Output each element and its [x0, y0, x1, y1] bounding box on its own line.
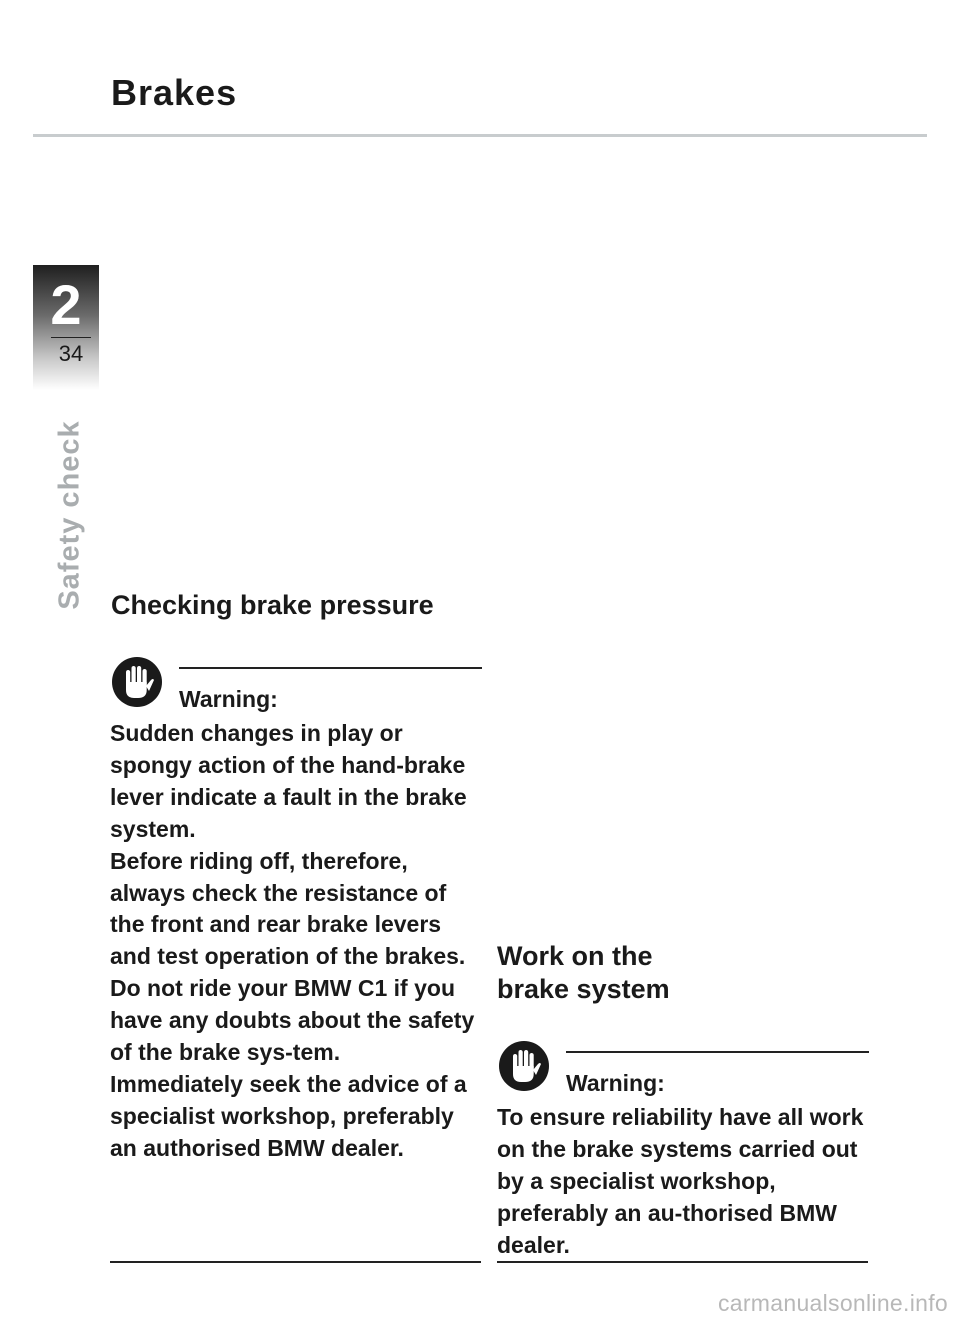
hand-stop-icon: [111, 656, 163, 708]
warning-paragraph: Immediately seek the advice of a specialist workshop, preferably an authorised BMW dealer.: [110, 1070, 467, 1161]
page-title: Brakes: [111, 72, 238, 113]
brake-work-heading-line2: brake system: [497, 974, 670, 1004]
title-divider: [33, 134, 927, 137]
warning-bottom-rule: [497, 1261, 868, 1263]
hand-stop-icon: [498, 1040, 550, 1092]
warning-paragraph: Before riding off, therefore, always check the resistance of the front and rear brake levers and test operation of the brakes.: [110, 847, 466, 970]
chapter-divider: [51, 337, 91, 338]
page-number: 34: [58, 341, 84, 366]
warning-bottom-rule: [110, 1261, 481, 1263]
brake-work-heading-line1: Work on the: [497, 941, 653, 971]
warning-text: [110, 718, 482, 1165]
chapter-tab: [33, 265, 99, 390]
warning-label: Warning:: [566, 1070, 665, 1096]
section-label: Safety check: [53, 420, 86, 610]
warning-text: [497, 1102, 869, 1262]
chapter-number: 2: [50, 273, 82, 336]
brake-work-heading: [497, 940, 670, 1006]
warning-paragraph: To ensure reliability have all work on the brake systems carried out by a specialist workshop, preferably an au-thorised BMW dealer.: [497, 1104, 864, 1258]
checking-pressure-warning: [110, 656, 482, 1266]
warning-rule: [566, 1051, 869, 1053]
checking-pressure-heading: Checking brake pressure: [111, 590, 434, 620]
warning-rule: [179, 667, 482, 669]
warning-paragraph: Sudden changes in play or spongy action of the hand-brake lever indicate a fault in the brake system.: [110, 720, 467, 842]
brake-work-warning: [497, 1040, 869, 1260]
warning-paragraph: Do not ride your BMW C1 if you have any doubts about the safety of the brake sys-tem.: [110, 975, 475, 1066]
footer-watermark: carmanualsonline.info: [717, 1290, 948, 1316]
warning-label: Warning:: [179, 686, 278, 712]
